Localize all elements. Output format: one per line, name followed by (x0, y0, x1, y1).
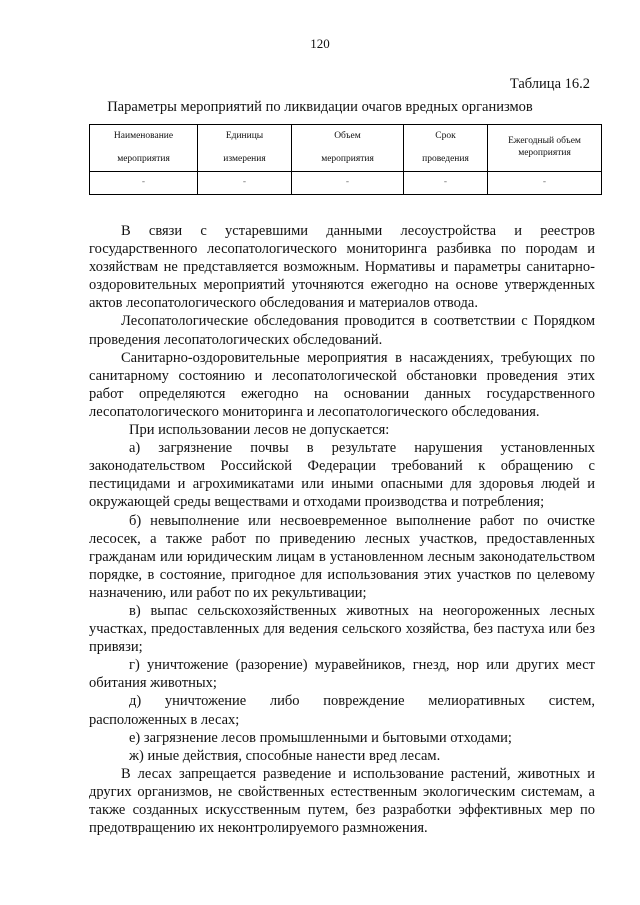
header-line: проведения (422, 153, 469, 164)
header-cell (90, 125, 198, 172)
header-line: мероприятия (117, 153, 170, 164)
list-item: г) уничтожение (разорение) муравейников, гнезд, нор или других мест обитания животных; (89, 657, 595, 692)
table-cell: - (90, 171, 198, 194)
header-line: мероприятия (518, 147, 571, 158)
table-header-row (90, 125, 602, 172)
paragraph: При использовании лесов не допускается: (129, 422, 390, 439)
paragraph: Санитарно-оздоровительные мероприятия в насаждениях, требующих по санитарному состоянию и лесопатологической обстановки проведения этих работ определяются ежегодно на основании данных государственного лесопатологического мониторинга и лесопатологического обследования. (89, 349, 595, 420)
header-line: Наименование (113, 131, 174, 141)
paragraph: Лесопатологические обследования проводится в соответствии с Порядком проведения лесопатологических обследований. (89, 313, 595, 348)
table-row (90, 171, 602, 194)
body-text (89, 222, 595, 837)
list-item: ж) иные действия, способные нанести вред лесам. (129, 747, 441, 764)
paragraph: В связи с устаревшими данными лесоустройства и реестров государственного лесопатологического мониторинга разбивка по породам и хозяйствам не представляется возможным. Нормативы и параметры санитарно-оздоровительных мероприятий уточняются ежегодно на основе утвержденных актов лесопатологического обследования и материалов отвода. (89, 223, 595, 312)
list-item: е) загрязнение лесов промышленными и бытовыми отходами; (129, 729, 512, 746)
table-cell: - (488, 171, 602, 194)
list-item: в) выпас сельскохозяйственных животных на неогороженных лесных участках, предоставленных для ведения сельского хозяйства, без пастуха или без привязи; (89, 602, 595, 656)
header-line: измерения (223, 153, 266, 164)
table-cell: - (292, 171, 404, 194)
list-item: а) загрязнение почвы в результате нарушения установленных законодательством Российской Федерации требований к обращению с пестицидами и агрохимикатами или иными опасными для здоровья людей и окружающей среды веществами и отходами производства и потребления; (89, 440, 595, 511)
table-title: Параметры мероприятий по ликвидации очагов вредных организмов (107, 99, 533, 115)
paragraph: В лесах запрещается разведение и использование растений, животных и других организмов, не свойственных естественным экологическим системам, а также созданных искусственным путем, без разработки эффективных мер по предотвращению их неконтролируемого размножения. (89, 765, 595, 837)
header-cell (198, 125, 292, 172)
list-item: д) уничтожение либо повреждение мелиоративных систем, расположенных в лесах; (89, 693, 595, 728)
header-line: Объем (334, 131, 361, 141)
table-cell: - (198, 171, 292, 194)
header-cell (488, 125, 602, 172)
header-line: Ежегодный объем (508, 135, 581, 146)
header-line: Срок (435, 131, 456, 141)
parameters-table (89, 124, 602, 195)
header-line: Единицы (225, 131, 264, 141)
header-line: мероприятия (321, 153, 374, 164)
header-cell (292, 125, 404, 172)
list-item: б) невыполнение или несвоевременное выполнение работ по очистке лесосек, а также работ по приведению лесных участков, предоставленных гражданам или юридическим лицам в установленном лесным законодательством порядке, в состояние, пригодное для использования этих участков по целевому назначению, или работ по их рекультивации; (89, 512, 595, 601)
table-label: Таблица 16.2 (509, 76, 590, 92)
table-cell: - (404, 171, 488, 194)
header-cell (404, 125, 488, 172)
page-number: 120 (310, 36, 330, 51)
